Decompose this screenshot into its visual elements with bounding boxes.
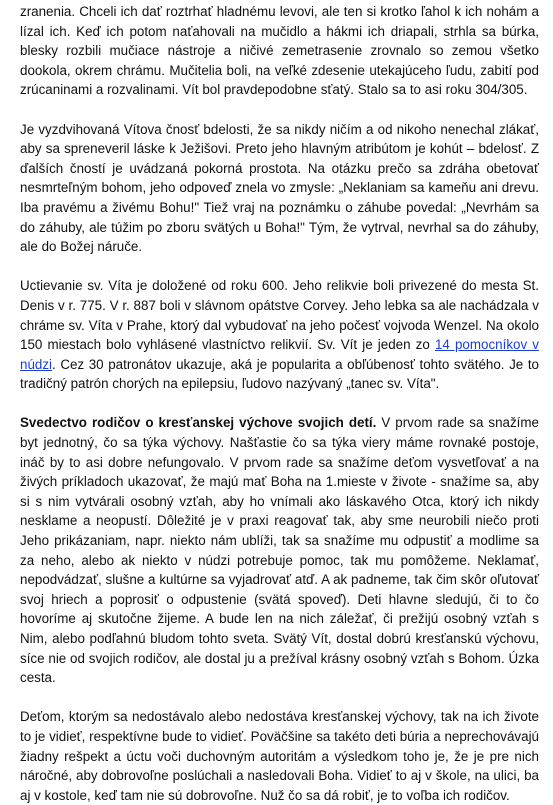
paragraph-martyrdom: zranenia. Chceli ich dať roztrhať hladnému levovi, ale ten si krotko ľahol k ich nohám a lízal ich. Keď ich potom naťahovali na mučidlo a hákmi ich driapali, strhla sa búrka, blesky rozbili mučiace nástroje a ničivé zemetrasenie zrovnalo so zemou všetko dookola, okrem chrámu. Mučitelia boli, na veľké zdesenie utekajúceho ľudu, zabití pod zrúcaninami a rozvalinami. Vít bol pravdepodobne sťatý. Stalo sa to asi roku 304/305. [20, 4, 539, 98]
testimony-heading: Svedectvo rodičov o kresťanskej výchove svojich detí. [20, 415, 377, 431]
paragraph-parents-testimony [20, 413, 539, 687]
veneration-text-after: . Cez 30 patronátov ukazuje, aká je popularita a obľúbenosť tohto svätého. Je to tradičný patrón chorých na epilepsiu, ľudovo nazývaný „tanec sv. Víta". [20, 356, 539, 392]
veneration-text-before: Uctievanie sv. Víta je doložené od roku 600. Jeho relikvie boli privezené do mesta St. Denis v r. 775. V r. 887 boli v slávnom opátstve Corvey. Jeho lebka sa ale nachádzala v chráme sv. Víta v Prahe, ktorý dal vybudovať na jeho počesť vojvoda Wenzel. Na okolo 150 miestach bolo vyhlásené vlastníctvo relikvií. Sv. Vít je jeden zo [20, 278, 539, 353]
testimony-body: V prvom rade sa snažíme byt jednotný, čo sa týka výchovy. Našťastie čo sa týka viery máme rovnaké postoje, ináč by to asi dobre nefungovalo. V prvom rade sa snažíme deťom vysvetľovať a na živých príkladoch ukazovať, že majú mať Boha na 1.mieste v živote - snažíme sa, aby si s nim vytvárali osobný vzťah, aby ho vnímali ako láskavého Otca, ktorý ich nikdy nesklame a neopustí. Dôležité je v praxi reagovať tak, aby sme neurobili niečo proti Jeho prikázaniam, napr. niekto nám ublíži, tak sa snažíme mu odpustiť a modlime sa za neho, alebo ak niekto v núdzi potrebuje pomoc, tak mu pomôžeme. Neklamať, nepodvádzať, slušne a kultúrne sa vyjadrovať atď. A ak padneme, tak čim skôr oľutovať svoj hriech a poprosiť o odpustenie (svätá spoveď). Deti hlavne sledujú, či to čo hovoríme aj skutočne žijeme. A bude len na nich záležať, či prežijú osobný vzťah s Nim, alebo podľahnú bludom tohto sveta. Svätý Vít, dostal dobrú kresťanskú výchovu, síce nie od svojich rodičov, ale dostal ju a prežíval krásny osobný vzťah s Bohom. Úzka cesta. [20, 415, 539, 686]
link-14-helpers[interactable]: 14 pomocníkov v núdzi [20, 337, 540, 372]
paragraph-children: Deťom, ktorým sa nedostávalo alebo nedostáva kresťanskej výchovy, tak na ich živote to je vidieť, respektívne bude to vidieť. Poväčšine sa takéto deti búria a neprechovávajú žiadny rešpekt a úctu voči duchovným autoritám a výsledkom toho je, že je pre nich náročné, aby dobrovoľne poslúchali a nasledovali Boha. Vidieť to aj v škole, na ulici, ba aj v kostole, keď tam nie sú dobrovoľne. Nuž čo sa dá robiť, je to voľba ich rodičov. [20, 709, 539, 803]
paragraph-virtues: Je vyzdvihovaná Vítova čnosť bdelosti, že sa nikdy ničím a od nikoho nenechal zlákať, aby sa spreneveril láske k Ježišovi. Preto jeho hlavným atribútom je kohút – bdelosť. Z ďalších čností je uvádzaná pokorná prostota. Na otázku prečo sa zdráha obetovať nesmrteľným bohom, jeho odpoveď znela vo zmysle: „Neklaniam sa kameňu ani drevu. Iba pravému a živému Bohu!" Tiež vraj na poznámku o záhube povedal: „Nevrhám sa do záhuby, ale túžim po zboru svätých u Boha!" Tým, že vytrval, nevrhal sa do záhuby, ale do Božej náruče. [20, 121, 539, 255]
paragraph-veneration [20, 276, 539, 394]
